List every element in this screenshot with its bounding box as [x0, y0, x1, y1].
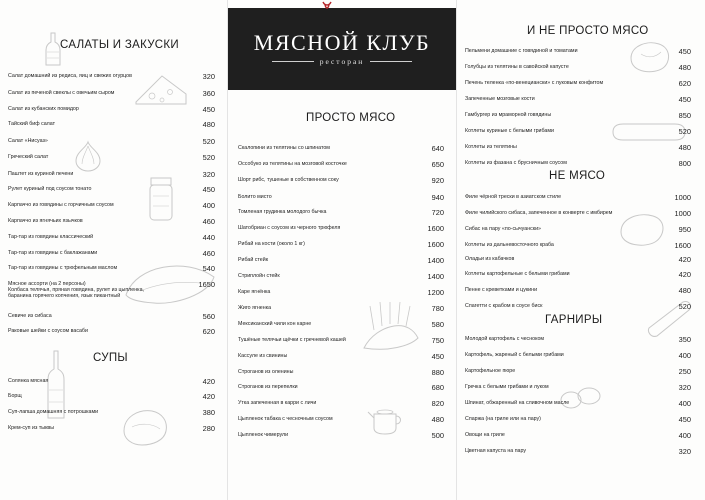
menu-item	[8, 106, 215, 113]
menu-item-price: 880	[431, 368, 444, 377]
menu-item	[238, 400, 444, 407]
menu-item	[238, 337, 444, 344]
menu-item	[8, 265, 215, 272]
menu-item-price: 350	[678, 335, 691, 344]
menu-item	[465, 128, 691, 135]
menu-item	[465, 226, 691, 233]
menu-item-name: Тайский биф салат	[8, 121, 56, 127]
menu-item	[465, 448, 691, 455]
menu-item-price: 420	[202, 392, 215, 401]
menu-item	[238, 369, 444, 376]
menu-item	[465, 64, 691, 71]
menu-item	[238, 194, 444, 201]
menu-item-price: 780	[431, 304, 444, 313]
menu-item-name: Пельмени домашние с говядиной и томатами	[465, 48, 578, 54]
soups-section-title: СУПЫ	[93, 352, 128, 364]
menu-item	[8, 378, 215, 385]
menu-item-name: Каре ягнёнка	[238, 289, 271, 295]
menu-item-name: Пенне с креветками и цукини	[465, 287, 538, 293]
menu-item-name: Греческий салат	[8, 154, 49, 160]
menu-item	[8, 121, 215, 128]
menu-item-name: Шпинат, обжаренный на сливочном масле	[465, 400, 570, 406]
menu-item-price: 850	[678, 111, 691, 120]
menu-item-name: Салат домашний из редиса, яиц и свежих огурцов	[8, 73, 132, 79]
menu-item-price: 420	[202, 377, 215, 386]
menu-item-name: Филе чёрной трески в азиатском стиле	[465, 194, 562, 200]
menu-item	[8, 90, 215, 97]
menu-item	[238, 273, 444, 280]
menu-item	[8, 409, 215, 416]
menu-item	[465, 160, 691, 167]
meat-section-title: ПРОСТО МЯСО	[306, 112, 396, 124]
menu-item-price: 450	[678, 95, 691, 104]
menu-item-price: 640	[431, 144, 444, 153]
brand-subtitle-row	[272, 57, 413, 66]
menu-item	[465, 48, 691, 55]
menu-item-price: 800	[678, 159, 691, 168]
menu-item	[465, 194, 691, 201]
menu-item-price: 450	[678, 47, 691, 56]
menu-item-name: Котлеты куриные с белыми грибами	[465, 128, 554, 134]
menu-item-price: 1000	[674, 209, 691, 218]
menu-item-price: 940	[431, 193, 444, 202]
menu-item-price: 320	[202, 72, 215, 81]
menu-item-name: Спаржа (на гриле или на пару)	[465, 416, 541, 422]
menu-item-price: 680	[431, 383, 444, 392]
menu-item	[8, 138, 215, 145]
left-column	[0, 0, 228, 500]
menu-item-name: Шорт рибс, тушеные в собственном соку	[238, 177, 339, 183]
menu-item	[465, 96, 691, 103]
menu-item-name: Тар-тар из говядины с трюфельным маслом	[8, 265, 118, 271]
menu-item	[465, 336, 691, 343]
menu-item-name: Салат из кубанских помидор	[8, 106, 79, 112]
not-meat-section-title: НЕ МЯСО	[549, 170, 606, 182]
menu-item-price: 1600	[427, 224, 444, 233]
menu-item	[8, 234, 215, 241]
menu-item-name: Раковые шейки с соусом васаби	[8, 328, 88, 334]
menu-item-price: 320	[678, 383, 691, 392]
menu-item-price: 1600	[674, 241, 691, 250]
restaurant-logo	[228, 8, 456, 90]
right-column	[457, 0, 705, 500]
menu-item-price: 920	[431, 176, 444, 185]
menu-item-name: Мясное ассорти (на 2 персоны) Колбаса телячья, пряная говядина, рулет из цыпленка, баранина горячего копчения, язык пикантный	[8, 281, 144, 300]
menu-item-name: Строганов из оленины	[238, 369, 294, 375]
menu-item-name: Филе чилийского сибаса, запеченное в конверте с имбирем	[465, 210, 613, 216]
menu-item	[465, 303, 691, 310]
menu-item-price: 380	[202, 408, 215, 417]
divider	[370, 61, 412, 62]
menu-item-name: Сибас на пару «по-сычуански»	[465, 226, 541, 232]
menu-item	[8, 425, 215, 432]
menu-item	[8, 328, 215, 335]
menu-item	[8, 202, 215, 209]
menu-item	[465, 368, 691, 375]
menu-item-name: Котлеты картофельные с белыми грибами	[465, 271, 570, 277]
menu-item-price: 420	[678, 270, 691, 279]
menu-item-name: Тушёные телячьи щёчки с гречневой кашей	[238, 337, 346, 343]
menu-item-price: 280	[202, 424, 215, 433]
menu-item-price: 460	[202, 249, 215, 258]
menu-item	[465, 271, 691, 278]
menu-item-price: 540	[202, 264, 215, 273]
salads-section-title: САЛАТЫ И ЗАКУСКИ	[60, 39, 179, 51]
menu-item-name: Рибай стейк	[238, 257, 269, 263]
menu-item-price: 450	[431, 352, 444, 361]
menu-item-price: 320	[202, 170, 215, 179]
menu-item-price: 820	[431, 399, 444, 408]
menu-item-name: Цыпленок табака с чесночным соусом	[238, 416, 333, 422]
menu-item-name: Картофель, жареный с белыми грибами	[465, 352, 564, 358]
menu-item-name: Крем-суп из тыквы	[8, 425, 55, 431]
menu-item-price: 520	[202, 153, 215, 162]
menu-item	[465, 352, 691, 359]
menu-item-name: Борщ	[8, 393, 22, 399]
menu-item-price: 440	[202, 233, 215, 242]
menu-item-name: Салат из печеной свеклы с овечьим сыром	[8, 90, 115, 96]
menu-item-name: Стриплойн стейк	[238, 273, 280, 279]
brand-name: МЯСНОЙ КЛУБ	[253, 30, 431, 55]
menu-item-price: 400	[678, 351, 691, 360]
menu-item-name: Утка запеченная в карри с личи	[238, 400, 317, 406]
menu-item-name: Цветная капуста на пару	[465, 448, 527, 454]
menu-item	[8, 393, 215, 400]
menu-item-price: 520	[678, 127, 691, 136]
menu-item-name: Паштет из куриной печени	[8, 171, 74, 177]
menu-item-name: Гамбургер из мраморной говядины	[465, 112, 552, 118]
menu-item-name: Овощи на гриле	[465, 432, 505, 438]
menu-item	[238, 432, 444, 439]
menu-item-price: 580	[431, 320, 444, 329]
menu-item-name: Шатобриан с соусом из черного трюфеля	[238, 225, 341, 231]
menu-item-name: Суп-лапша домашняя с потрошками	[8, 409, 99, 415]
menu-item-name: Тар-тар из говядины классический	[8, 234, 94, 240]
menu-item-price: 250	[678, 367, 691, 376]
menu-item-name: Оладьи из кабачков	[465, 256, 515, 262]
menu-item	[238, 145, 444, 152]
menu-item-name: Салат «Нисуаз»	[8, 138, 48, 144]
menu-item-price: 620	[202, 327, 215, 336]
jar-sketch-icon	[148, 176, 174, 222]
menu-item	[465, 416, 691, 423]
menu-item	[238, 161, 444, 168]
menu-item-price: 1400	[427, 272, 444, 281]
bull-mark-icon	[322, 1, 332, 9]
menu-item-name: Оссобуко из телятины на мозговой косточке	[238, 161, 347, 167]
menu-item-name: Рулет куриный под соусом тонато	[8, 186, 92, 192]
menu-item-price: 1200	[427, 288, 444, 297]
menu-item-price: 420	[678, 255, 691, 264]
menu-item-price: 950	[678, 225, 691, 234]
menu-item	[465, 432, 691, 439]
menu-item-name: Гречка с белыми грибами и луком	[465, 384, 549, 390]
menu-item	[8, 218, 215, 225]
menu-item-name: Котлеты из дальневосточного краба	[465, 242, 554, 248]
menu-item-price: 480	[678, 143, 691, 152]
menu-item	[465, 256, 691, 263]
menu-item-name: Спагетти с крабом в соусе биск	[465, 303, 543, 309]
menu-item-price: 480	[431, 415, 444, 424]
menu-item-price: 520	[678, 302, 691, 311]
menu-item-price: 480	[202, 120, 215, 129]
menu-item	[238, 289, 444, 296]
menu-item-name: Тар-тар из говядины с баклажанами	[8, 250, 98, 256]
menu-item-name: Жиго ягненка	[238, 305, 272, 311]
menu-item	[465, 80, 691, 87]
menu-item	[8, 281, 215, 300]
menu-item-price: 720	[431, 208, 444, 217]
menu-item-name: Мексиканский чили кон карне	[238, 321, 312, 327]
menu-item	[238, 177, 444, 184]
garnish-section-title: ГАРНИРЫ	[545, 314, 603, 326]
menu-item	[238, 241, 444, 248]
menu-item-price: 450	[202, 105, 215, 114]
menu-item-name: Цыпленок чимерули	[238, 432, 289, 438]
menu-item	[465, 400, 691, 407]
menu-item	[465, 287, 691, 294]
menu-item-price: 400	[202, 201, 215, 210]
menu-item-price: 1600	[427, 240, 444, 249]
menu-item-name: Строганов из перепелки	[238, 384, 298, 390]
menu-item	[238, 321, 444, 328]
menu-item-price: 400	[678, 431, 691, 440]
menu-item-price: 560	[202, 312, 215, 321]
not-only-meat-section-title: И НЕ ПРОСТО МЯСО	[527, 25, 649, 37]
menu-item-name: Котлеты из фазана с брусничным соусом	[465, 160, 567, 166]
menu-item-price: 400	[678, 399, 691, 408]
menu-item-price: 1000	[674, 193, 691, 202]
menu-item	[8, 171, 215, 178]
menu-item	[8, 250, 215, 257]
menu-item-name: Голубцы из телятины в савойской капусте	[465, 64, 569, 70]
menu-item	[465, 144, 691, 151]
menu-item-price: 480	[678, 63, 691, 72]
menu-item	[238, 384, 444, 391]
middle-column	[228, 0, 457, 500]
menu-item-name: Карпаччо из говядины с горчичным соусом	[8, 202, 114, 208]
menu-item	[238, 416, 444, 423]
menu-item-price: 1650	[198, 280, 215, 289]
menu-item	[238, 225, 444, 232]
menu-item	[8, 154, 215, 161]
menu-item-price: 450	[678, 415, 691, 424]
menu-item-price: 360	[202, 89, 215, 98]
menu-item	[238, 305, 444, 312]
menu-item-name: Кассуле из свинины	[238, 353, 288, 359]
menu-item-price: 620	[678, 79, 691, 88]
menu-item	[465, 112, 691, 119]
menu-item	[465, 210, 691, 217]
menu-item-price: 500	[431, 431, 444, 440]
menu-item-price: 320	[678, 447, 691, 456]
menu-item	[8, 313, 215, 320]
menu-item-name: Рибай на кости (около 1 кг)	[238, 241, 305, 247]
brand-subtitle: ресторан	[319, 57, 365, 66]
menu-item-name: Котлеты из телятины	[465, 144, 517, 150]
menu-item-price: 750	[431, 336, 444, 345]
menu-item-price: 520	[202, 137, 215, 146]
menu-item	[238, 353, 444, 360]
menu-item-name: Болито мисто	[238, 194, 272, 200]
menu-item-name: Солянка мясная	[8, 378, 49, 384]
divider	[272, 61, 314, 62]
menu-item-price: 450	[202, 185, 215, 194]
menu-item	[8, 186, 215, 193]
menu-item	[238, 257, 444, 264]
menu-item	[465, 242, 691, 249]
menu-item-price: 1400	[427, 256, 444, 265]
menu-item-name: Севиче из сибаса	[8, 313, 52, 319]
menu-item-price: 650	[431, 160, 444, 169]
menu-item-price: 460	[202, 217, 215, 226]
menu-item-price: 480	[678, 286, 691, 295]
menu-item-name: Запеченные мозговые кости	[465, 96, 535, 102]
menu-item-name: Скалопини из телятины со шпинатом	[238, 145, 330, 151]
menu-item-name: Карпаччо из ягнячьих язычков	[8, 218, 83, 224]
menu-item	[465, 384, 691, 391]
menu-item-name: Картофельное пюре	[465, 368, 516, 374]
menu-item	[238, 209, 444, 216]
menu-item-name: Молодой картофель с чесноком	[465, 336, 545, 342]
menu-item-name: Печень теленка «по-венециански» с луковым конфитом	[465, 80, 604, 86]
menu-item	[8, 73, 215, 80]
menu-item-name: Томленая грудинка молодого бычка	[238, 209, 327, 215]
